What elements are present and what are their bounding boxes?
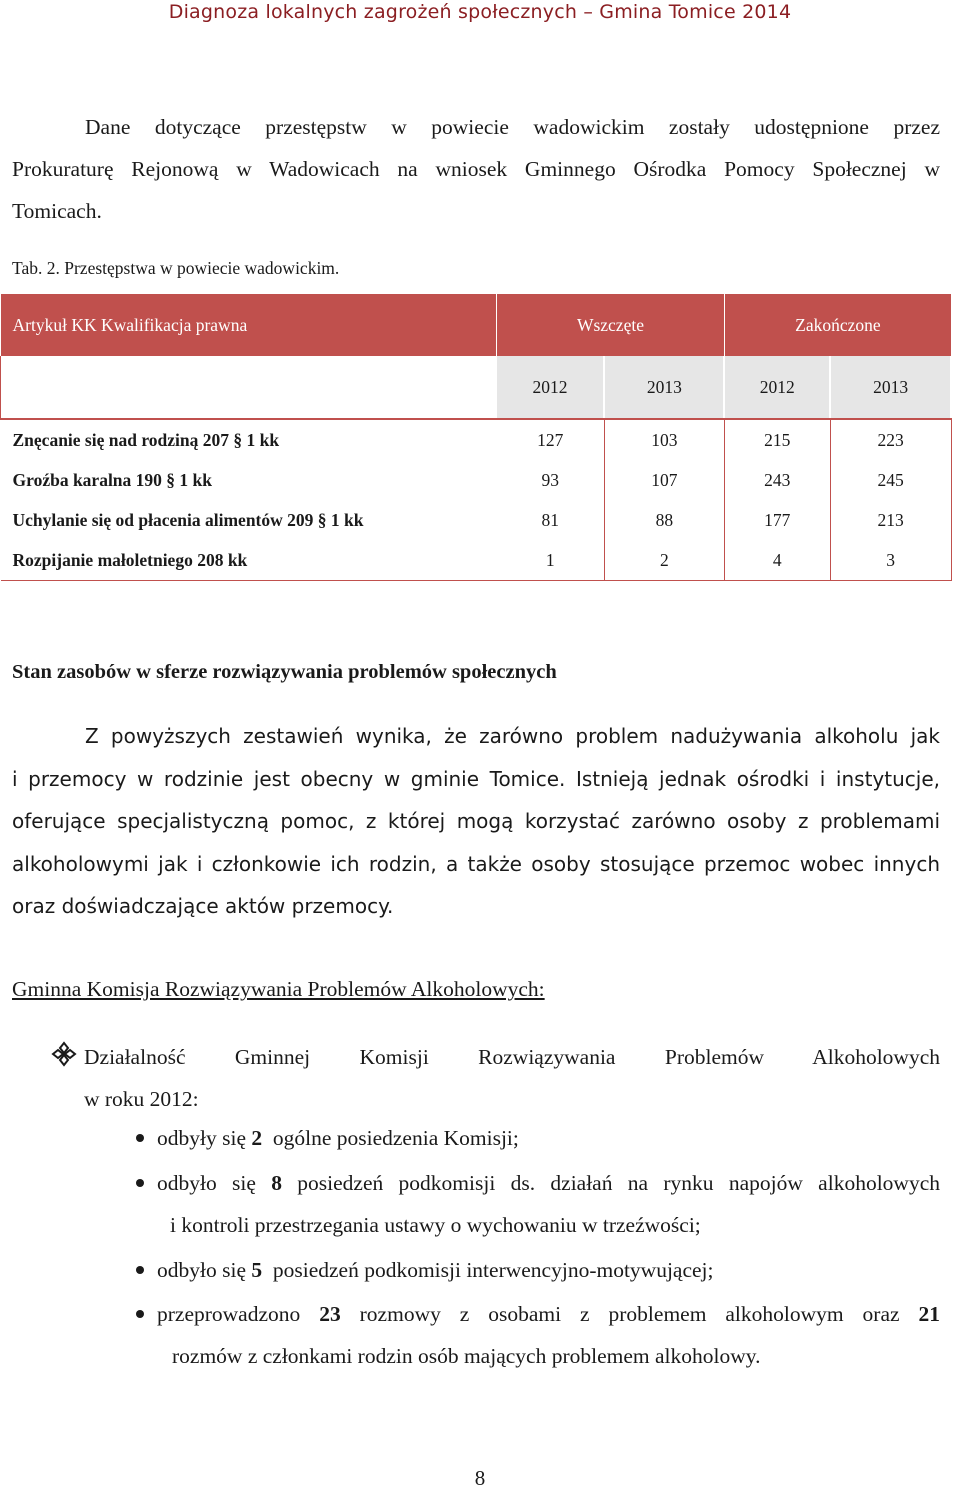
resources-paragraph [12, 715, 940, 928]
value-cell: 88 [604, 500, 724, 540]
value-cell: 215 [724, 419, 830, 460]
year-cell: 2012 [724, 356, 830, 419]
list-item-text [157, 1162, 940, 1246]
bullet-dot-icon [136, 1310, 144, 1318]
bullet-text: posiedzeń podkomisji ds. działań na rynku napojów alkoholowych [281, 1171, 940, 1195]
intro-paragraph [12, 106, 940, 232]
paragraph-line: oferujące specjalistyczną pomoc, z której mogą korzystać zarówno osoby z problemami [12, 809, 940, 833]
table-year-row [1, 356, 952, 419]
bullet-dot-icon [136, 1266, 144, 1274]
header-cell-article: Artykuł KK Kwalifikacja prawna [1, 294, 497, 356]
value-cell: 127 [497, 419, 605, 460]
row-label: Groźba karalna 190 § 1 kk [12, 469, 212, 490]
bullet-number: 23 [319, 1302, 341, 1326]
commission-activity [84, 1036, 940, 1120]
value-cell: 107 [604, 460, 724, 500]
bullet-text: rozmowy z osobami z problemem alkoholowym oraz [340, 1302, 919, 1326]
list-item-text [157, 1293, 940, 1377]
bullet-continuation: i kontroli przestrzegania ustawy o wychowaniu w trzeźwości; [170, 1213, 701, 1237]
paragraph-line: oraz doświadczające aktów przemocy. [12, 894, 394, 918]
value-cell: 4 [724, 540, 830, 581]
table-row [1, 419, 952, 460]
diamond-bullet-icon [50, 1040, 78, 1068]
activity-line: w roku 2012: [84, 1087, 199, 1111]
header-cell-initiated: Wszczęte [497, 294, 725, 356]
page-number: 8 [474, 1466, 486, 1490]
table-header-row [1, 294, 952, 356]
year-spacer-cell [1, 356, 497, 419]
paragraph-line: Z powyższych zestawień wynika, że zarówno problem nadużywania alkoholu jak [85, 724, 940, 748]
table-row [1, 500, 952, 540]
year-cell: 2013 [604, 356, 724, 419]
bullet-text: odbyły się [157, 1126, 252, 1150]
activity-line: Działalność Gminnej Komisji Rozwiązywania Problemów Alkoholowych [84, 1045, 940, 1069]
year-cell: 2013 [830, 356, 951, 419]
bullet-text: odbyło się [157, 1258, 252, 1282]
value-cell: 93 [497, 460, 605, 500]
bullet-dot-icon [136, 1134, 144, 1142]
row-label: Znęcanie się nad rodziną 207 § 1 kk [12, 429, 280, 450]
value-cell: 3 [830, 540, 951, 581]
bullet-text: przeprowadzono [157, 1302, 320, 1326]
bullet-number: 5 [251, 1258, 263, 1282]
year-cell: 2012 [497, 356, 605, 419]
bullet-dot-icon [136, 1179, 144, 1187]
intro-line: Dane dotyczące przestępstw w powiecie wadowickim zostały udostępnione przez [85, 115, 940, 139]
bullet-text: posiedzeń podkomisji interwencyjno-motywującej; [262, 1258, 714, 1282]
list-item-text [157, 1249, 940, 1291]
bullet-text: ogólne posiedzenia Komisji; [262, 1126, 519, 1150]
commission-heading: Gminna Komisja Rozwiązywania Problemów Alkoholowych: [12, 977, 545, 1001]
bullet-text: odbyło się [157, 1171, 272, 1195]
table-row [1, 460, 952, 500]
table-row [1, 540, 952, 581]
value-cell: 1 [497, 540, 605, 581]
list-item-text [157, 1117, 940, 1159]
paragraph-line: alkoholowymi jak i członkowie ich rodzin, a także osoby stosujące przemoc wobec innych [12, 851, 940, 876]
value-cell: 243 [724, 460, 830, 500]
header-cell-completed: Zakończone [724, 294, 951, 356]
value-cell: 223 [830, 419, 951, 460]
paragraph-line: i przemocy w rodzinie jest obecny w gminie Tomice. Istnieją jednak ośrodki i instytucje, [12, 766, 940, 791]
value-cell: 245 [830, 460, 951, 500]
bullet-continuation: rozmów z członkami rodzin osób mających problemem alkoholowy. [172, 1344, 761, 1368]
bullet-number: 21 [918, 1302, 940, 1326]
running-header: Diagnoza lokalnych zagrożeń społecznych – Gmina Tomice 2014 [168, 1, 792, 23]
value-cell: 213 [830, 500, 951, 540]
crimes-table [0, 294, 952, 581]
resources-section-title: Stan zasobów w sferze rozwiązywania problemów społecznych [12, 661, 557, 683]
value-cell: 2 [604, 540, 724, 581]
row-label: Rozpijanie małoletniego 208 kk [1, 540, 497, 581]
row-label: Uchylanie się od płacenia alimentów 209 § 1 kk [12, 509, 364, 530]
bullet-number: 2 [251, 1126, 263, 1150]
intro-line: Tomicach. [12, 199, 102, 223]
table-caption: Tab. 2. Przestępstwa w powiecie wadowickim. [12, 258, 340, 278]
intro-line: Prokuraturę Rejonową w Wadowicach na wniosek Gminnego Ośrodka Pomocy Społecznej w [12, 157, 940, 181]
value-cell: 177 [724, 500, 830, 540]
bullet-number: 8 [271, 1171, 282, 1195]
value-cell: 81 [497, 500, 605, 540]
value-cell: 103 [604, 419, 724, 460]
